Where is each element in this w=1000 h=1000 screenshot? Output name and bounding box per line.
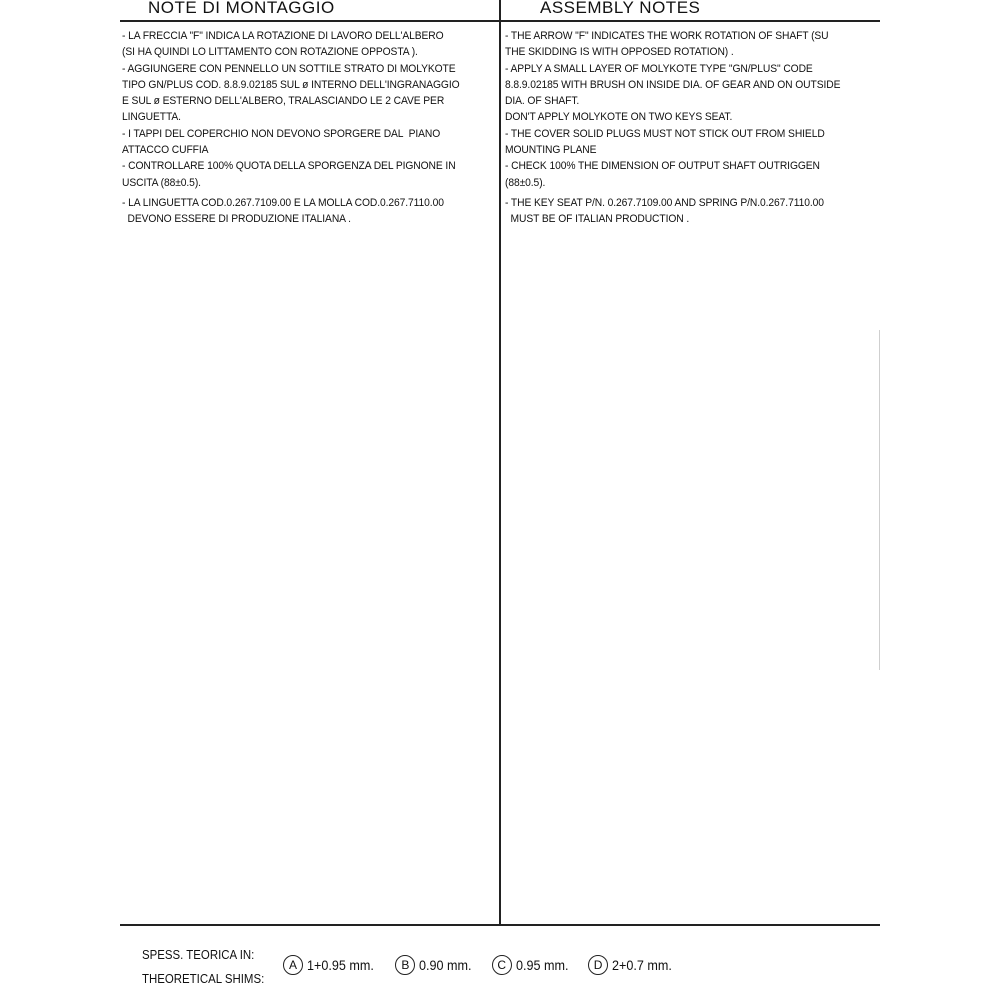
note-item-1: - THE ARROW "F" INDICATES THE WORK ROTATION OF SHAFT (SU THE SKIDDING IS WITH OPPOSED ROTATION) . bbox=[505, 30, 829, 59]
circled-letter-d: D bbox=[588, 955, 608, 975]
shim-b bbox=[395, 955, 477, 975]
shim-value: 0.95 mm. bbox=[515, 957, 569, 973]
note-item-5: - LA LINGUETTA COD.0.267.7109.00 E LA MOLLA COD.0.267.7110.00 DEVONO ESSERE DI PRODUZIONE ITALIANA . bbox=[122, 196, 444, 226]
note-item-1: - LA FRECCIA "F" INDICA LA ROTAZIONE DI LAVORO DELL'ALBERO (SI HA QUINDI LO LITTAMENTO CON ROTAZIONE OPPOSTA ). bbox=[122, 30, 444, 59]
note-item-2: - AGGIUNGERE CON PENNELLO UN SOTTILE STRATO DI MOLYKOTE TIPO GN/PLUS COD. 8.8.9.02185 SUL ø INTERNO DELL'INGRANAGGIO E SUL ø ESTERNO DELL'ALBERO, TRALASCIANDO LE 2 CAVE PER LINGUETTA. bbox=[122, 62, 460, 124]
note-item-4: - CONTROLLARE 100% QUOTA DELLA SPORGENZA DEL PIGNONE IN USCITA (88±0.5). bbox=[122, 160, 456, 189]
shim-value: 2+0.7 mm. bbox=[612, 957, 672, 973]
shim-a bbox=[283, 955, 381, 975]
note-item-5: - THE KEY SEAT P/N. 0.267.7109.00 AND SPRING P/N.0.267.7110.00 MUST BE OF ITALIAN PRODUCTION . bbox=[505, 196, 824, 226]
shim-value: 1+0.95 mm. bbox=[307, 957, 374, 973]
circled-letter-a: A bbox=[283, 955, 303, 975]
column-divider bbox=[499, 0, 501, 926]
scan-edge-line bbox=[879, 330, 880, 670]
note-item-2: - APPLY A SMALL LAYER OF MOLYKOTE TYPE "GN/PLUS" CODE 8.8.9.02185 WITH BRUSH ON INSIDE DIA. OF GEAR AND ON OUTSIDE DIA. OF SHAFT. DON'T APPLY MOLYKOTE ON TWO KEYS SEAT. bbox=[505, 62, 841, 124]
shims-label-english: THEORETICAL SHIMS: bbox=[142, 971, 265, 986]
note-item-4: - CHECK 100% THE DIMENSION OF OUTPUT SHAFT OUTRIGGEN (88±0.5). bbox=[505, 160, 820, 189]
note-item-3: - THE COVER SOLID PLUGS MUST NOT STICK OUT FROM SHIELD MOUNTING PLANE bbox=[505, 127, 825, 157]
note-item-3: - I TAPPI DEL COPERCHIO NON DEVONO SPORGERE DAL PIANO ATTACCO CUFFIA bbox=[122, 127, 441, 157]
shim-c bbox=[492, 955, 574, 975]
footer-rule bbox=[120, 924, 880, 926]
shims-values bbox=[283, 955, 693, 975]
circled-letter-b: B bbox=[395, 955, 415, 975]
circled-letter-c: C bbox=[492, 955, 512, 975]
left-column-notes bbox=[122, 28, 499, 228]
shims-label-italian: SPESS. TEORICA IN: bbox=[142, 947, 255, 962]
left-column-title: NOTE DI MONTAGGIO bbox=[148, 0, 335, 17]
right-column-notes bbox=[505, 28, 878, 228]
shim-value: 0.90 mm. bbox=[419, 957, 472, 973]
shim-d bbox=[588, 955, 679, 975]
right-column-title: ASSEMBLY NOTES bbox=[540, 0, 701, 17]
